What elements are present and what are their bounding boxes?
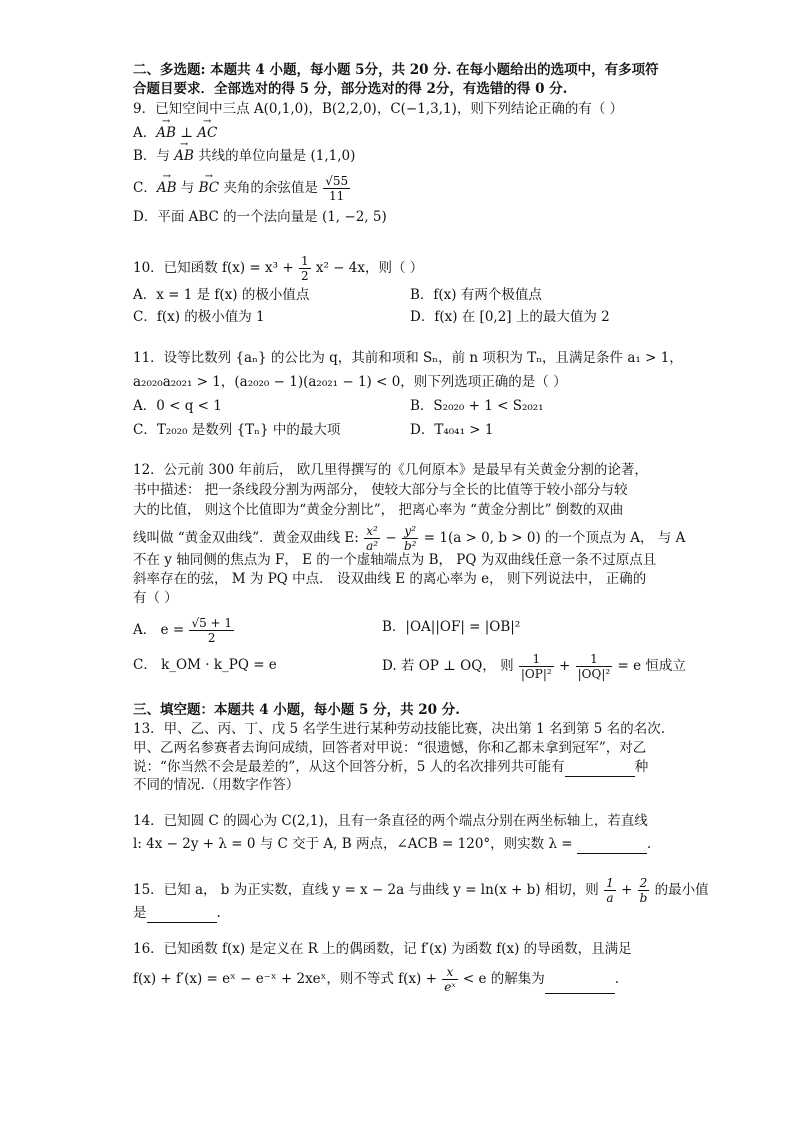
question-11-line-1: 11．设等比数列 {aₙ} 的公比为 q，其前和项和 Sₙ，前 n 项积为 Tₙ，且满足条件 a₁ > 1，: [133, 350, 683, 366]
question-9-stem: 9．已知空间中三点 A(0,1,0)，B(2,2,0)，C(−1,3,1)，则下列结论正确的有（ ）: [133, 101, 624, 117]
denominator: eˣ: [444, 980, 456, 994]
vector-ac: → AC: [197, 123, 217, 143]
answer-blank[interactable]: [565, 762, 635, 777]
question-12-line-5: 不在 y 轴同侧的焦点为 F， E 的一个虚轴端点为 B， PQ 为双曲线任意一条不过原点且: [133, 552, 657, 568]
fraction: [364, 524, 380, 553]
answer-blank[interactable]: [577, 839, 647, 854]
vector-ab: → AB: [174, 146, 194, 166]
denominator: b²: [403, 539, 417, 553]
numerator: √55: [325, 174, 349, 188]
question-11-line-2: a₂₀₂₀a₂₀₂₁ > 1，(a₂₀₂₀ − 1)(a₂₀₂₁ − 1) < 0，则下列选项正确的是（ ）: [133, 374, 567, 390]
line-text: 的最小值: [650, 882, 709, 898]
option-label: C．: [133, 180, 157, 196]
question-11-option-c: C．T₂₀₂₀ 是数列 {Tₙ} 中的最大项: [133, 422, 341, 438]
section-2-header-line-1: 二、多选题: 本题共 4 小题，每小题 5分，共 20 分. 在每小题给出的选项中，有多项符: [133, 62, 659, 78]
question-12-line-4: [133, 524, 685, 553]
denominator: |OQ|²: [577, 667, 611, 681]
line-text: .: [216, 905, 221, 921]
question-12-option-a: [133, 616, 235, 645]
question-15-line-1: [133, 876, 709, 905]
question-16-line-1: 16．已知函数 f(x) 是定义在 R 上的偶函数，记 f′(x) 为函数 f(x) 的导函数，且满足: [133, 941, 632, 957]
plus-sign: +: [554, 658, 575, 674]
denominator: 11: [329, 189, 345, 203]
denominator: a: [606, 891, 614, 905]
denominator: 2: [207, 631, 216, 645]
line-text: .: [646, 836, 652, 852]
denominator: b: [639, 891, 648, 905]
stem-text: x² − 4x，则（ ）: [311, 260, 424, 276]
answer-blank[interactable]: [147, 908, 217, 923]
vector-ab: → AB: [157, 178, 177, 198]
option-label: D. 若 OP ⊥ OQ， 则: [382, 658, 518, 674]
question-10-stem: [133, 254, 423, 283]
fraction: [323, 174, 350, 203]
question-12-option-d: [382, 652, 686, 681]
question-14-line-1: 14．已知圆 C 的圆心为 C(2,1)，且有一条直径的两个端点分别在两坐标轴上，若直线: [133, 813, 648, 829]
denominator: |OP|²: [520, 667, 552, 681]
option-label: A．: [133, 125, 157, 141]
option-text: 夹角的余弦值是: [219, 180, 323, 196]
question-9-option-c: [133, 174, 351, 203]
section-2-header-line-2: 合题目要求．全部选对的得 5 分，部分选对的得 2分，有选错的得 0 分.: [133, 81, 568, 97]
numerator: 1: [300, 254, 309, 268]
numerator: √5 + 1: [191, 616, 233, 630]
vector-ab: → AB: [156, 123, 176, 143]
fraction: [638, 876, 650, 905]
line-text: .: [614, 971, 620, 987]
question-12-line-7: 有（ ）: [133, 590, 178, 606]
section-3-header: 三、填空题：本题共 4 小题，每小题 5 分，共 20 分.: [133, 702, 460, 718]
question-10-option-a: A．x = 1 是 f(x) 的极小值点: [133, 287, 310, 303]
line-text: < e 的解集为: [458, 971, 545, 987]
question-13-line-3: [133, 757, 648, 777]
question-11-option-a: A．0 < q < 1: [133, 398, 222, 414]
question-12-line-1: 12．公元前 300 年前后， 欧几里得撰写的《几何原本》是最早有关黄金分割的论著，: [133, 462, 648, 478]
denominator: 2: [300, 269, 309, 283]
question-12-line-2: 书中描述： 把一条线段分割为两部分， 使较大部分与全长的比值等于较小部分与较: [133, 482, 628, 498]
option-text: 共线的单位向量是 (1,1,0): [193, 148, 356, 164]
numerator: x: [442, 965, 457, 980]
question-12-line-3: 大的比值， 则这个比值即为“黄金分割比”， 把离心率为 “黄金分割比” 倒数的双曲: [133, 502, 624, 518]
fraction: [442, 965, 457, 994]
fraction: [299, 254, 311, 283]
line-text: 种: [634, 759, 649, 775]
option-label: A． e =: [133, 622, 189, 638]
perpendicular-sign: ⊥: [175, 125, 198, 141]
line-text: l: 4x − 2y + λ = 0 与 C 交于 A, B 两点，∠ACB = 120°，则实数 λ =: [133, 836, 577, 852]
line-text: 线叫做 “黄金双曲线”．黄金双曲线 E:: [133, 530, 364, 546]
question-11-option-d: D．T₄₀₄₁ > 1: [410, 422, 494, 438]
option-text: = e 恒成立: [613, 658, 686, 674]
answer-blank[interactable]: [545, 979, 615, 994]
question-11-option-b: B．S₂₀₂₀ + 1 < S₂₀₂₁: [410, 398, 544, 414]
stem-text: 10．已知函数 f(x) = x³ +: [133, 260, 298, 276]
line-text: f(x) + f′(x) = eˣ − e⁻ˣ + 2xeˣ，则不等式 f(x) +: [133, 971, 442, 987]
minus-sign: −: [381, 530, 401, 546]
line-text: 15．已知 a， b 为正实数，直线 y = x − 2a 与曲线 y = ln(x + b) 相切，则: [133, 882, 604, 898]
fraction: [604, 876, 616, 905]
question-16-line-2: [133, 965, 619, 994]
question-13-line-2: 甲、乙两名参赛者去询问成绩，回答者对甲说：“很遗憾，你和乙都未拿到冠军”，对乙: [133, 740, 647, 756]
question-13-line-1: 13．甲、乙、丙、丁、戊 5 名学生进行某种劳动技能比赛，决出第 1 名到第 5 名的名次.: [133, 721, 665, 737]
fraction: [189, 616, 234, 645]
numerator: 1: [576, 652, 613, 667]
line-text: 是: [133, 905, 147, 921]
question-9-option-d: D．平面 ABC 的一个法向量是 (1, −2, 5): [133, 209, 387, 225]
question-14-line-2: [133, 834, 651, 854]
question-12-option-c: C． k_OM · k_PQ = e: [133, 657, 277, 673]
vector-bc: → BC: [199, 178, 220, 198]
numerator: x²: [364, 524, 380, 539]
fraction: [519, 652, 554, 681]
denominator: a²: [366, 539, 379, 553]
numerator: 1: [519, 652, 554, 667]
option-text: 与: [176, 180, 199, 196]
question-10-option-c: C．f(x) 的极小值为 1: [133, 309, 265, 325]
question-9-option-b: [133, 146, 355, 166]
numerator: 2: [638, 876, 650, 891]
question-10-option-d: D．f(x) 在 [0,2] 上的最大值为 2: [410, 309, 610, 325]
question-12-option-b: B．|OA||OF| = |OB|²: [382, 619, 521, 635]
question-10-option-b: B．f(x) 有两个极值点: [410, 287, 542, 303]
numerator: 1: [606, 876, 614, 890]
option-label: B．与: [133, 148, 175, 164]
question-15-line-2: [133, 903, 221, 923]
question-12-line-6: 斜率存在的弦， M 为 PQ 中点． 设双曲线 E 的离心率为 e， 则下列说法中， 正确的: [133, 571, 647, 587]
fraction: [402, 524, 419, 553]
question-13-line-4: 不同的情况.（用数字作答）: [133, 777, 300, 793]
plus-sign: +: [616, 882, 637, 898]
numerator: y²: [402, 524, 419, 539]
line-text: = 1(a > 0, b > 0) 的一个顶点为 A， 与 A: [419, 530, 686, 546]
line-text: 说：“你当然不会是最差的”，从这个回答分析，5 人的名次排列共可能有: [133, 759, 565, 775]
fraction: [576, 652, 613, 681]
